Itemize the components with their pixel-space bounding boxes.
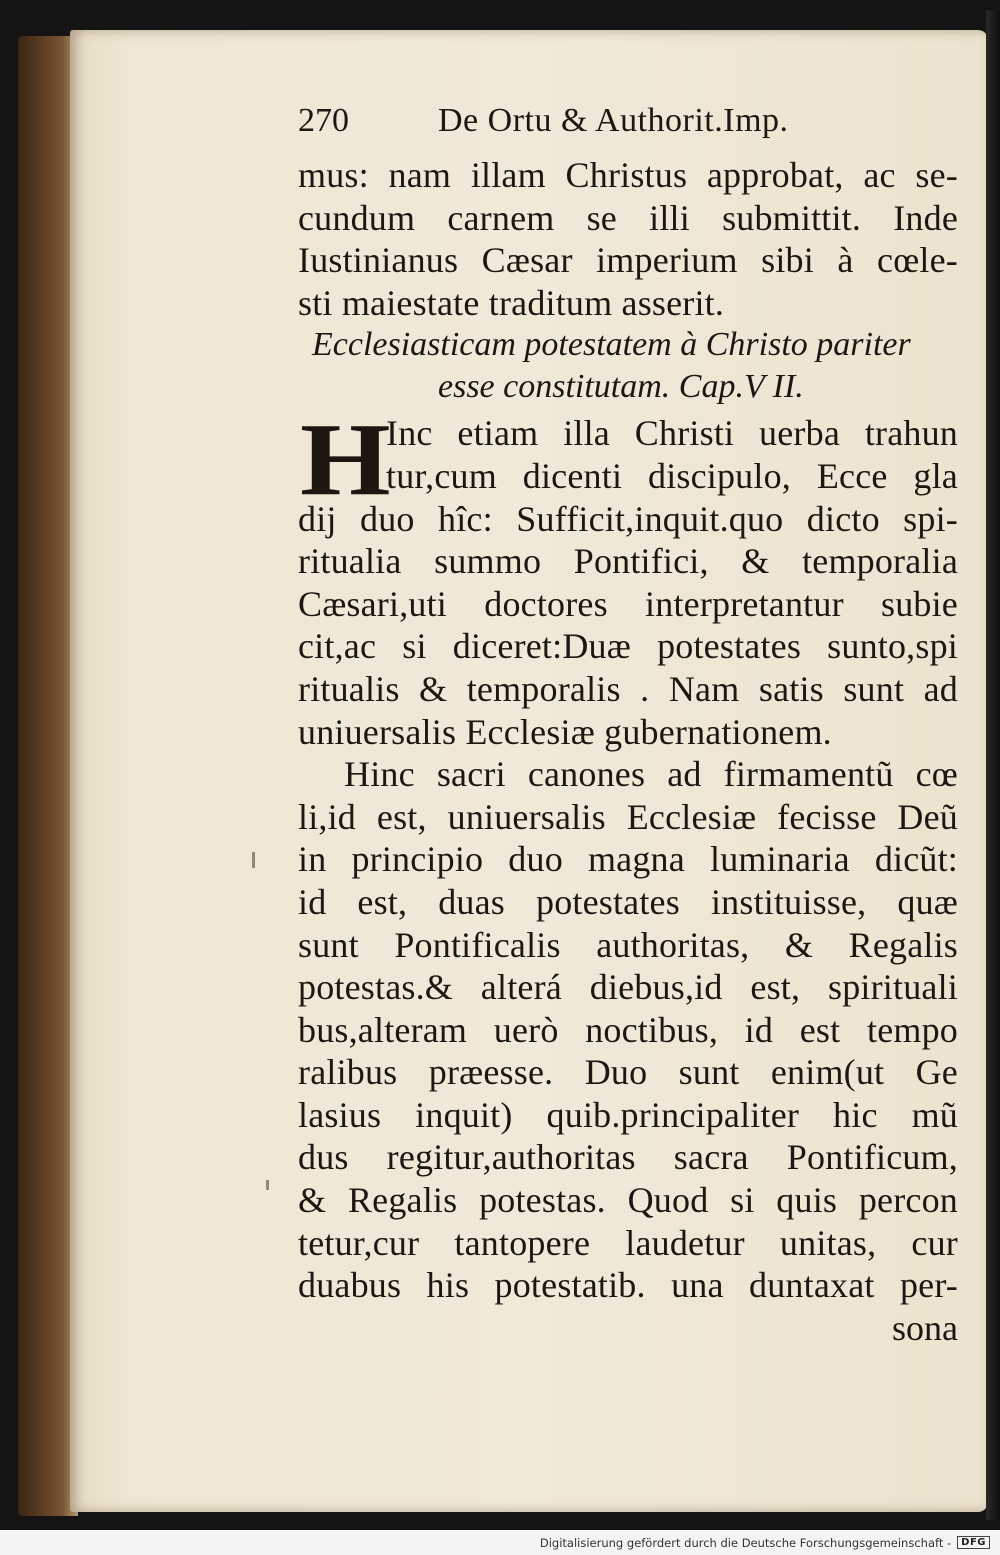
text-line: & Regalis potestas. Quod si quis percon xyxy=(298,1180,958,1221)
running-head: De Ortu & Authorit.Imp. xyxy=(438,102,789,139)
text-line: dij duo hîc: Sufficit,inquit.quo dicto spi- xyxy=(298,498,958,539)
text-line: Hinc sacri canones ad firmamentũ cœ xyxy=(344,754,958,795)
book-spine-edge xyxy=(18,36,78,1516)
text-line: sunt Pontificalis authoritas, & Regalis xyxy=(298,924,958,965)
text-line: mus: nam illam Christus approbat, ac se- xyxy=(298,155,958,195)
text-line: cundum carnem se illi submittit. Inde xyxy=(298,197,958,238)
text-line: id est, duas potestates instituisse, quæ xyxy=(298,881,958,922)
text-line: bus,alteram uerò noctibus, id est tempo xyxy=(298,1009,958,1050)
text-line: potestas.& alterá diebus,id est, spirituali xyxy=(298,967,958,1008)
chapter-heading-line: esse constitutam. Cap.V II. xyxy=(438,368,804,406)
text-line: sti maiestate traditum asserit. xyxy=(298,282,725,323)
text-line: in principio duo magna luminaria dicũt: xyxy=(298,839,958,880)
text-line: Cæsari,uti doctores interpretantur subie xyxy=(298,583,958,624)
page-text xyxy=(298,100,958,1349)
text-line: ritualis & temporalis . Nam satis sunt ad xyxy=(298,668,958,709)
text-line: lasius inquit) quib.principaliter hic mũ xyxy=(298,1094,958,1135)
dfg-logo: DFG xyxy=(957,1536,990,1549)
right-scan-edge xyxy=(986,10,1000,1520)
initial-paragraph xyxy=(298,402,958,518)
margin-mark xyxy=(266,1180,269,1190)
text-line: Iustinianus Cæsar imperium sibi à cœle- xyxy=(298,240,958,281)
text-line: dus regitur,authoritas sacra Pontificum, xyxy=(298,1137,958,1178)
page-header xyxy=(298,100,958,154)
drop-cap-initial: H xyxy=(300,402,391,518)
margin-mark xyxy=(252,852,255,868)
text-line: ritualia summo Pontifici, & temporalia xyxy=(298,541,958,582)
text-line: duabus his potestatib. una duntaxat per- xyxy=(298,1265,958,1306)
footer-banner xyxy=(0,1530,1000,1555)
text-line: uniuersalis Ecclesiæ gubernationem. xyxy=(298,711,832,752)
text-line: Inc etiam illa Christi uerba trahun xyxy=(386,413,958,454)
text-line: cit,ac si diceret:Duæ potestates sunto,spi xyxy=(298,626,958,667)
text-line: tetur,cur tantopere laudetur unitas, cur xyxy=(298,1222,958,1263)
text-line: ralibus præesse. Duo sunt enim(ut Ge xyxy=(298,1052,958,1093)
text-line: li,id est, uniuersalis Ecclesiæ fecisse Deũ xyxy=(298,796,958,837)
chapter-heading-line: Ecclesiasticam potestatem à Christo pariter xyxy=(312,326,911,364)
funding-credit: Digitalisierung gefördert durch die Deutsche Forschungsgemeinschaft - xyxy=(539,1535,952,1550)
catchword: sona xyxy=(892,1307,958,1348)
page-number: 270 xyxy=(298,102,349,139)
chapter-heading xyxy=(298,324,958,408)
text-line: tur,cum dicenti discipulo, Ecce gla xyxy=(386,455,958,496)
